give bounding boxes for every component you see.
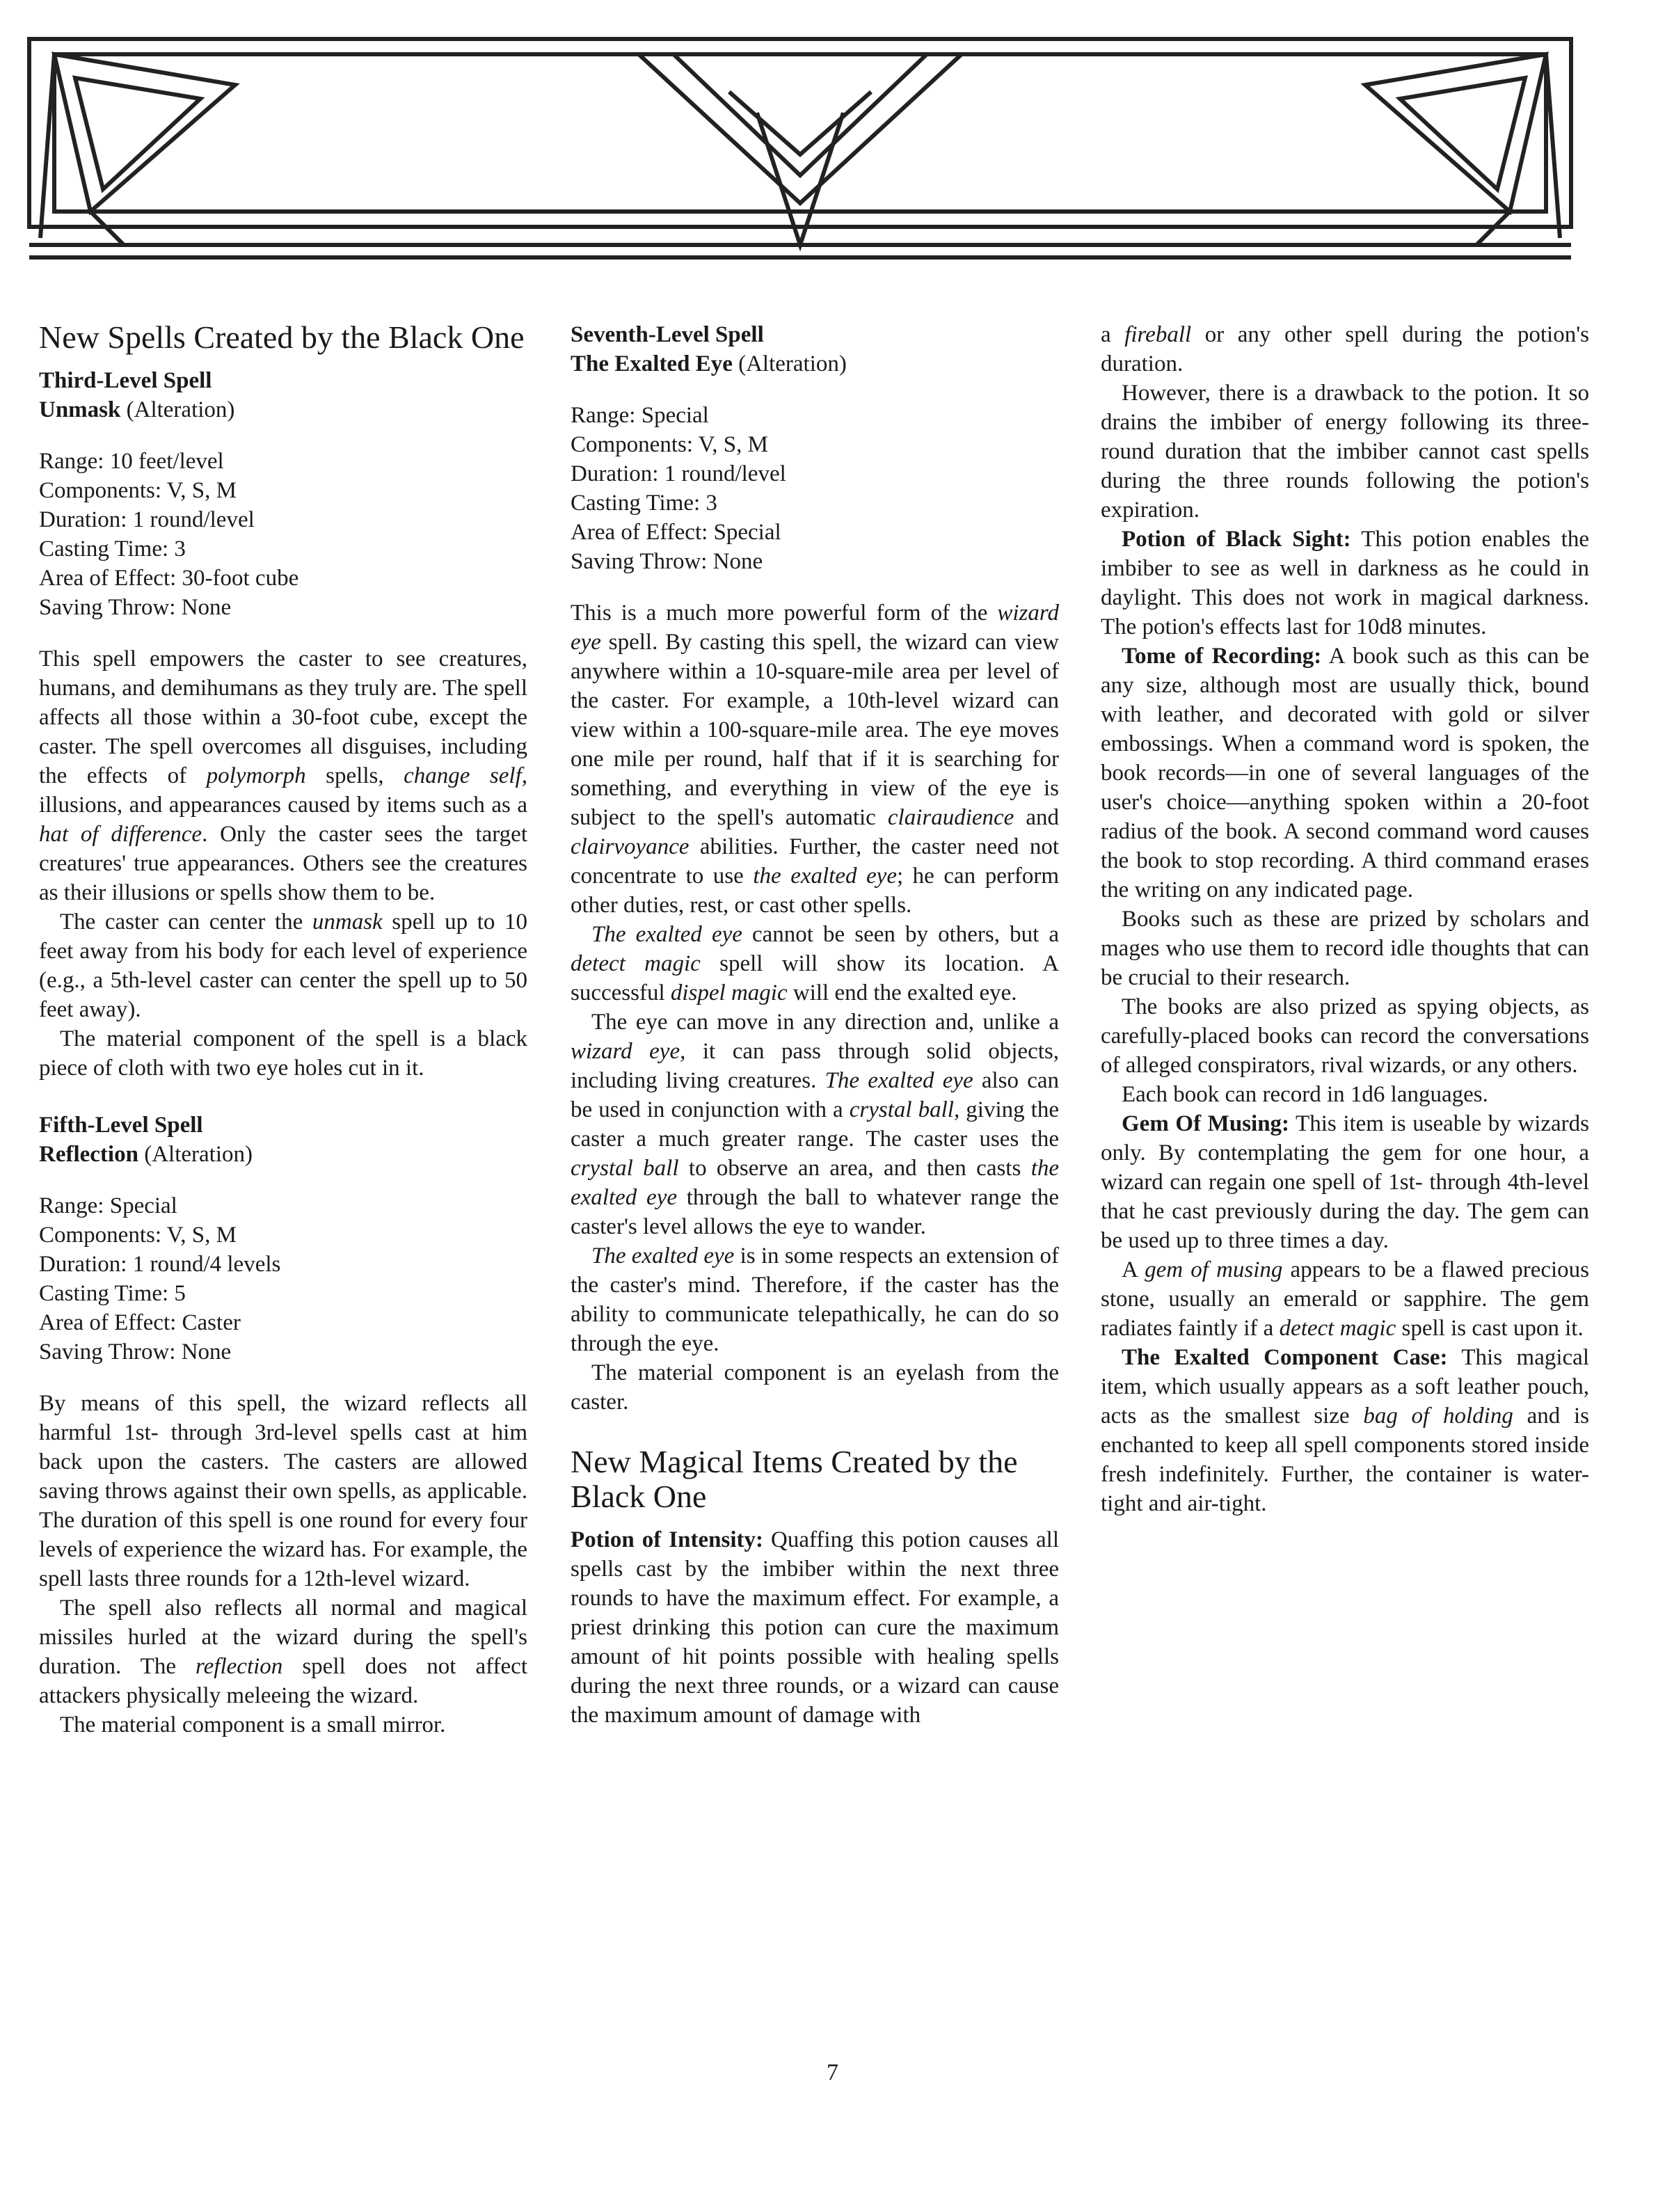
- paragraph: a fireball or any other spell during the potion's duration.: [1101, 322, 1589, 376]
- paragraph: Tome of Recording: A book such as this can be any size, although most are usually thick, bound with leather, and decorated with gold or silver embossings. When a command word is spoken, the book records—in one of several languages of the user's choice—anything spoken within a 20-foot radius of the book. A second command word causes the book to stop recording. A third command erases the writing on any indicated page.: [1101, 644, 1589, 902]
- stat-line: Range: Special: [571, 403, 709, 428]
- spell-stats-reflection: [39, 1191, 527, 1367]
- spell-header-unmask: [39, 366, 527, 424]
- stat-line: Components: V, S, M: [39, 1223, 237, 1248]
- stat-line: Duration: 1 round/level: [571, 461, 786, 486]
- paragraph: The exalted eye is in some respects an extension of the caster's mind. Therefore, if the caster has the ability to communicate telepathically, he can do so through the eye.: [571, 1243, 1060, 1356]
- spell-stats-exalted-eye: [571, 401, 1059, 576]
- paragraph: The Exalted Component Case: This magical item, which usually appears as a soft leather pouch, acts as the smallest size bag of holding and is enchanted to keep all spell components stored inside fresh indefinitely. Further, the container is water-tight and air-tight.: [1101, 1345, 1589, 1516]
- spell-level: Third-Level Spell: [39, 368, 212, 393]
- paragraph: Potion of Black Sight: This potion enables the imbiber to see as well in darkness as he could in daylight. This does not work in magical darkness. The potion's effects last for 10d8 minutes.: [1101, 527, 1589, 639]
- paragraph: Each book can record in 1d6 languages.: [1122, 1082, 1488, 1107]
- section-heading-new-spells: New Spells Created by the Black One: [39, 319, 525, 355]
- stat-line: Saving Throw: None: [39, 595, 232, 620]
- section-heading-magical-items: New Magical Items Created by the Black One: [571, 1444, 1018, 1514]
- spell-name: Reflection: [39, 1142, 138, 1167]
- stat-line: Saving Throw: None: [571, 549, 763, 574]
- spell-stats-unmask: [39, 447, 527, 622]
- stat-line: Duration: 1 round/4 levels: [39, 1252, 281, 1277]
- column-right: [1101, 320, 1589, 1518]
- spell-level: Fifth-Level Spell: [39, 1113, 203, 1138]
- stat-line: Duration: 1 round/level: [39, 507, 255, 532]
- stat-line: Range: 10 feet/level: [39, 449, 224, 474]
- spell-header-reflection: [39, 1111, 527, 1169]
- stat-line: Area of Effect: 30-foot cube: [39, 566, 299, 591]
- page-number: 7: [827, 2060, 838, 2085]
- paragraph: Gem Of Musing: This item is useable by wizards only. By contemplating the gem for one hour, a wizard can regain one spell of 1st- through 4th-level that he cast previously during the day. The gem can be used up to three times a day.: [1101, 1111, 1589, 1253]
- celtic-knot-banner: [26, 36, 1574, 262]
- paragraph: This is a much more powerful form of the wizard eye spell. By casting this spell, the wizard can view anywhere within a 10-square-mile area per level of the caster. For example, a 10th-level wizard can view within a 100-square-mile area. The eye moves one mile per round, half that if it is searching for something, and everything in view of the eye is subject to the spell's automatic clairaudience and clairvoyance abilities. Further, the caster need not concentrate to use the exalted eye; he can perform other duties, rest, or cast other spells.: [571, 600, 1059, 918]
- spell-name: The Exalted Eye: [571, 351, 733, 376]
- paragraph: Books such as these are prized by scholars and mages who use them to record idle thoughts that can be crucial to their research.: [1101, 907, 1589, 990]
- stat-line: Casting Time: 5: [39, 1281, 186, 1306]
- spell-school: (Alteration): [144, 1142, 253, 1167]
- column-left: [39, 320, 527, 1740]
- paragraph: This spell empowers the caster to see creatures, humans, and demihumans as they truly are. The spell affects all those within a 30-foot cube, except the caster. The spell overcomes all disguises, including the effects of polymorph spells, change self, illusions, and appearances caused by items such as a hat of difference. Only the caster sees the target creatures' true appearances. Others see the creatures as their illusions or spells show them to be.: [39, 646, 528, 905]
- stat-line: Casting Time: 3: [39, 536, 186, 562]
- paragraph: The exalted eye cannot be seen by others, but a detect magic spell will show its location. A successful dispel magic will end the exalted eye.: [571, 922, 1059, 1005]
- paragraph: A gem of musing appears to be a flawed precious stone, usually an emerald or sapphire. The gem radiates faintly if a detect magic spell is cast upon it.: [1101, 1257, 1589, 1341]
- spell-school: (Alteration): [126, 397, 235, 422]
- paragraph: However, there is a drawback to the potion. It so drains the imbiber of energy following its three-round duration that the imbiber cannot cast spells during the three rounds following the potion's expiration.: [1101, 381, 1589, 523]
- paragraph: The material component is a small mirror.: [60, 1712, 446, 1737]
- spell-header-exalted-eye: [571, 320, 1059, 379]
- paragraph: The eye can move in any direction and, unlike a wizard eye, it can pass through solid objects, including living creatures. The exalted eye also can be used in conjunction with a crystal ball, giving the caster a much greater range. The caster uses the crystal ball to observe an area, and then casts the exalted eye through the ball to whatever range the caster's level allows the eye to wander.: [571, 1010, 1060, 1239]
- stat-line: Range: Special: [39, 1193, 177, 1218]
- paragraph: The books are also prized as spying objects, as carefully-placed books can record the conversations of alleged conspirators, rival wizards, or any others.: [1101, 994, 1589, 1078]
- paragraph: The spell also reflects all normal and magical missiles hurled at the wizard during the spell's duration. The reflection spell does not affect attackers physically meleeing the wizard.: [39, 1596, 527, 1708]
- paragraph: Potion of Intensity: Quaffing this potion causes all spells cast by the imbiber within the next three rounds to have the maximum effect. For example, a priest drinking this potion can cure the maximum amount of hit points possible with healing spells during the next three rounds, or a wizard can cause the maximum amount of damage with: [571, 1527, 1059, 1728]
- spell-school: (Alteration): [738, 351, 847, 376]
- paragraph: The material component is an eyelash from the caster.: [571, 1360, 1059, 1415]
- stat-line: Components: V, S, M: [571, 432, 768, 457]
- stat-line: Area of Effect: Caster: [39, 1310, 241, 1335]
- stat-line: Area of Effect: Special: [571, 520, 781, 545]
- spell-level: Seventh-Level Spell: [571, 322, 764, 347]
- column-middle: [571, 320, 1059, 1730]
- spell-name: Unmask: [39, 397, 121, 422]
- paragraph: By means of this spell, the wizard reflects all harmful 1st- through 3rd-level spells cast at him back upon the casters. The casters are allowed saving throws against their own spells, as applicable. The duration of this spell is one round for every four levels of experience the wizard has. For example, the spell lasts three rounds for a 12th-level wizard.: [39, 1391, 527, 1591]
- paragraph: The material component of the spell is a black piece of cloth with two eye holes cut in it.: [39, 1026, 527, 1081]
- stat-line: Saving Throw: None: [39, 1339, 232, 1364]
- stat-line: Casting Time: 3: [571, 491, 717, 516]
- stat-line: Components: V, S, M: [39, 478, 237, 503]
- paragraph: The caster can center the unmask spell up to 10 feet away from his body for each level of experience (e.g., a 5th-level caster can center the spell up to 50 feet away).: [39, 909, 527, 1022]
